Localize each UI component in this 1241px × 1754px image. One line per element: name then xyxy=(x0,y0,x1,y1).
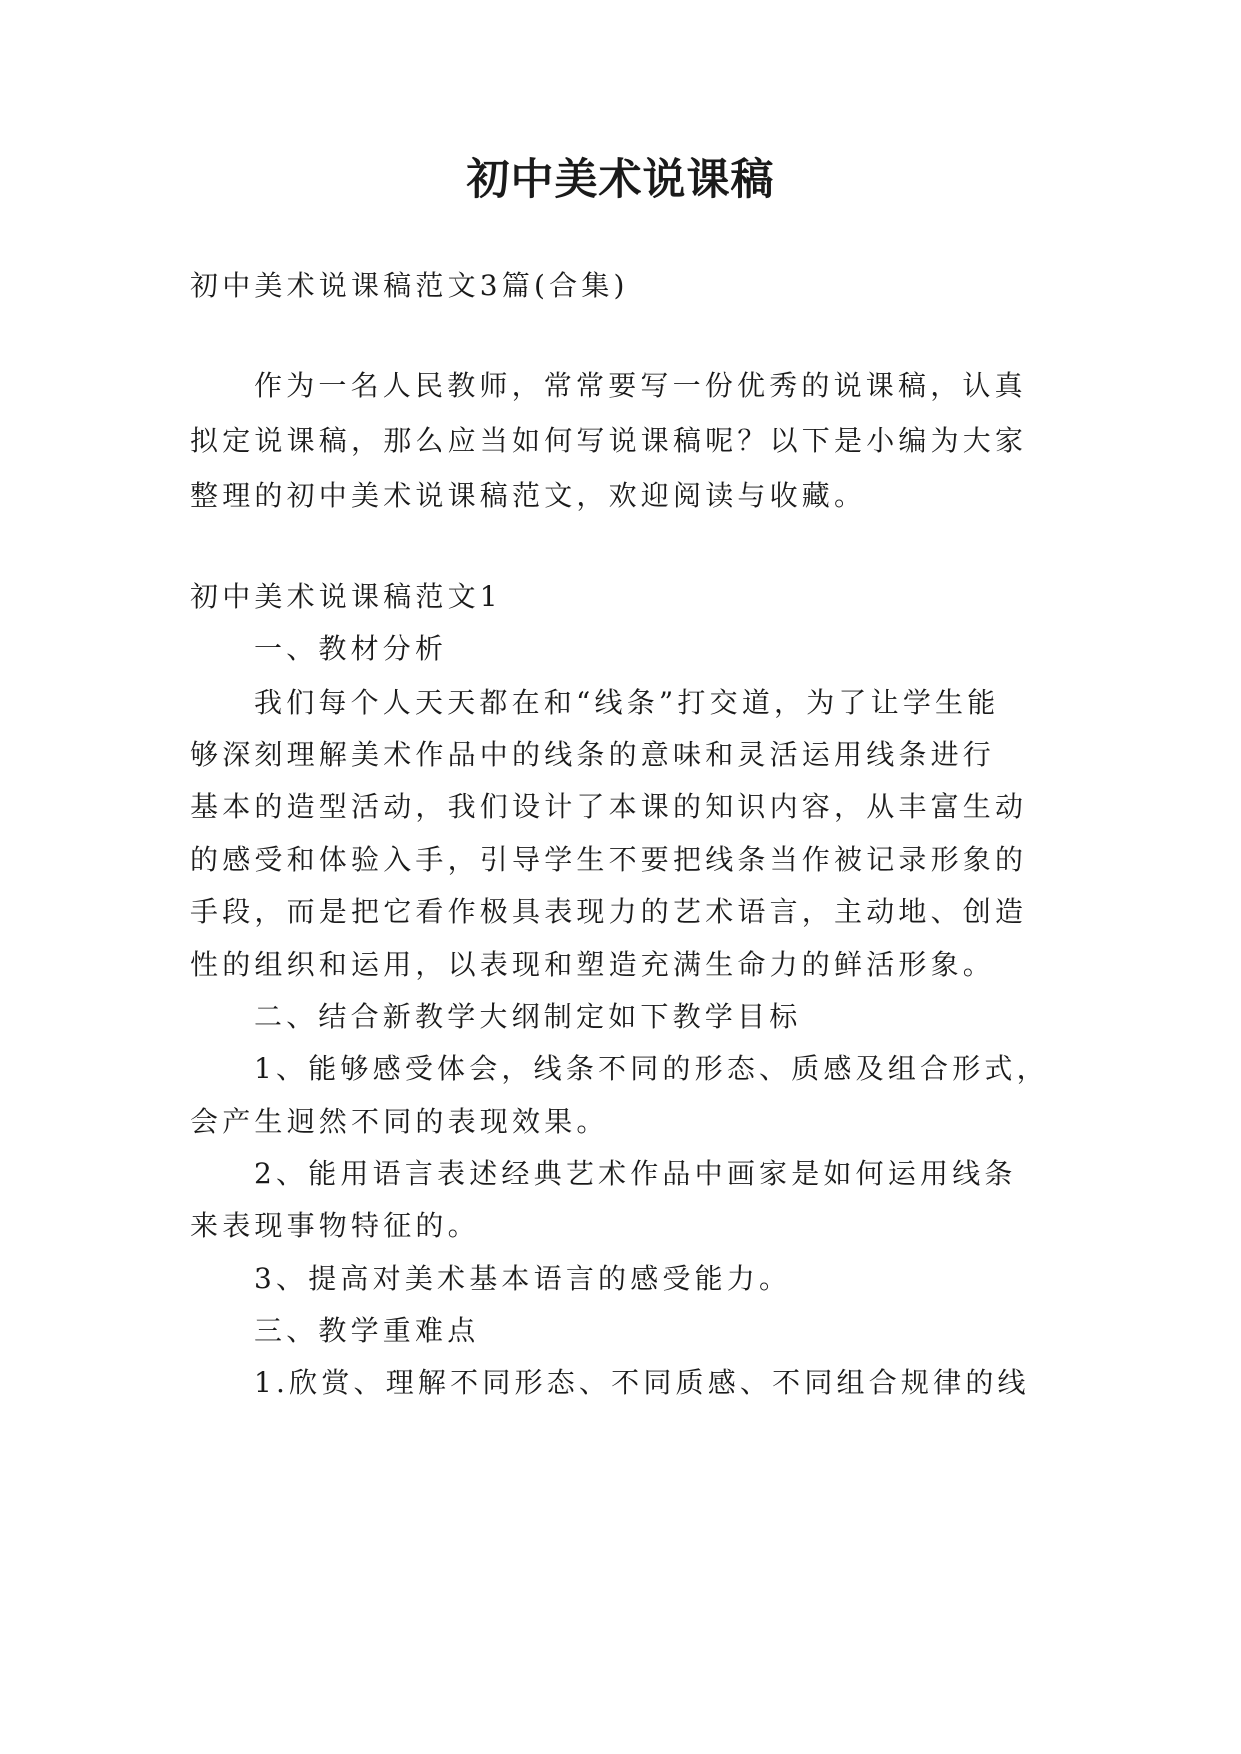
list-item-line: 会产生迥然不同的表现效果。 xyxy=(190,1105,609,1138)
paragraph-line: 我们每个人天天都在和“线条”打交道，为了让学生能 xyxy=(254,686,1000,719)
paragraph-line: 性的组织和运用，以表现和塑造充满生命力的鲜活形象。 xyxy=(190,948,996,981)
subsection-heading: 一、教材分析 xyxy=(254,632,448,665)
paragraph-line: 够深刻理解美术作品中的线条的意味和灵活运用线条进行 xyxy=(190,738,996,771)
list-item-line: 来表现事物特征的。 xyxy=(190,1209,480,1242)
paragraph-line: 基本的造型活动，我们设计了本课的知识内容，从丰富生动 xyxy=(190,790,1028,823)
paragraph-line: 整理的初中美术说课稿范文，欢迎阅读与收藏。 xyxy=(190,479,867,512)
section-heading: 初中美术说课稿范文1 xyxy=(190,580,502,613)
list-item-line: 1.欣赏、理解不同形态、不同质感、不同组合规律的线 xyxy=(254,1366,1030,1399)
paragraph-line: 拟定说课稿，那么应当如何写说课稿呢？以下是小编为大家 xyxy=(190,424,1028,457)
paragraph-line: 作为一名人民教师，常常要写一份优秀的说课稿，认真 xyxy=(254,369,1027,402)
subsection-heading: 三、教学重难点 xyxy=(254,1314,480,1347)
paragraph-line: 手段，而是把它看作极具表现力的艺术语言，主动地、创造 xyxy=(190,895,1028,928)
list-item-line: 2、能用语言表述经典艺术作品中画家是如何运用线条 xyxy=(254,1157,1017,1190)
subsection-heading: 二、结合新教学大纲制定如下教学目标 xyxy=(254,1000,802,1033)
paragraph-line: 的感受和体验入手，引导学生不要把线条当作被记录形象的 xyxy=(190,843,1028,876)
list-item-line: 1、能够感受体会，线条不同的形态、质感及组合形式， xyxy=(254,1052,1049,1085)
list-item-line: 3、提高对美术基本语言的感受能力。 xyxy=(254,1262,792,1295)
document-title: 初中美术说课稿 xyxy=(466,155,775,205)
subtitle-line: 初中美术说课稿范文3篇(合集) xyxy=(190,269,629,302)
